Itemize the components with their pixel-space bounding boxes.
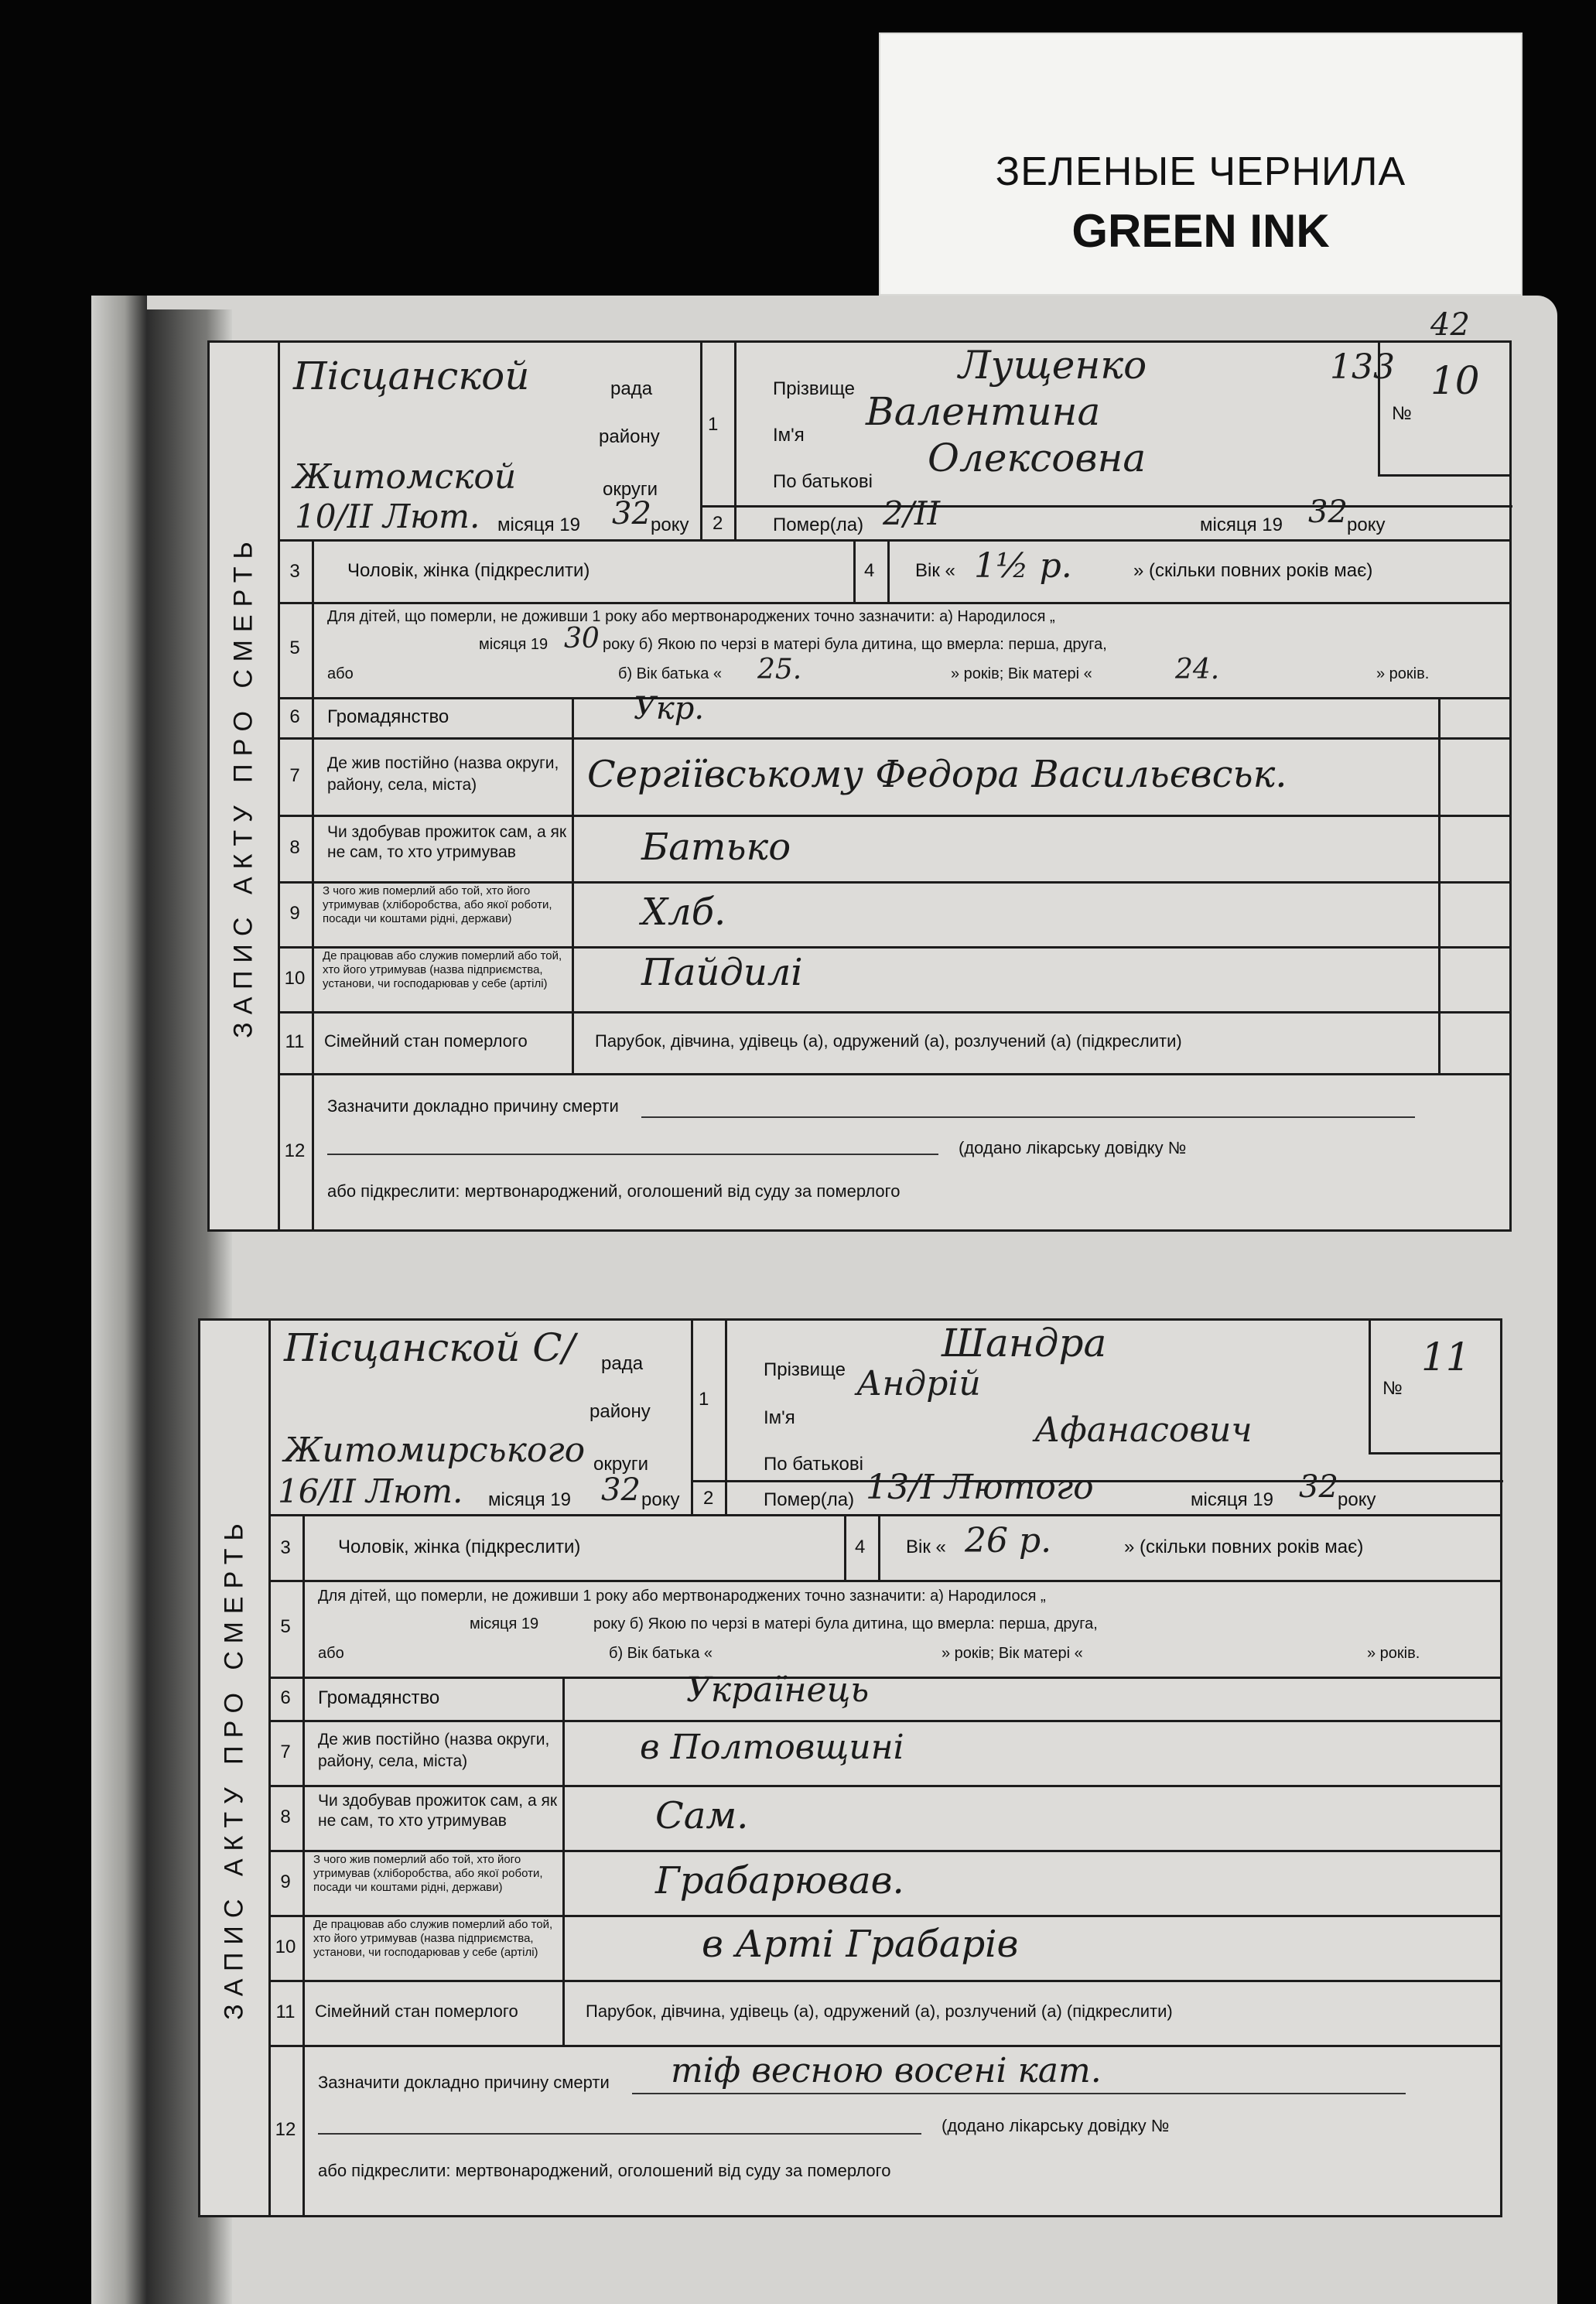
sex-label: Чоловік, жінка (підкреслити) <box>338 1537 581 1557</box>
children-text-3: року б) Якою по черзі в матері була дитина, що вмерла: перша, друга, <box>603 636 1107 653</box>
record-date: 16/II Лют. <box>278 1472 463 1510</box>
died-year: 32 <box>1308 494 1348 530</box>
rada-label: рада <box>601 1353 644 1374</box>
residence-value: в Полтовщині <box>640 1728 904 1767</box>
row-citizenship: 6 Громадянство Українець <box>268 1677 1500 1722</box>
row-children: 5 Для дітей, що померли, не доживши 1 року або мертвонароджених точно зазначити: а) Народилося „ місяця 19 року б) Якою по черзі в матері була дитина, що вмерла: перша, друга, або б) Вік батька « » років; Вік матері « » років. <box>268 1578 1500 1679</box>
cause-label: Зазначити докладно причину смерти <box>318 2073 610 2092</box>
died-year: 32 <box>1299 1469 1338 1505</box>
row-marital: 11 Сімейний стан померлого Парубок, дівчина, удівець (а), одружений (а), розлучений (а) (підкреслити) <box>268 1980 1500 2047</box>
died-year-label: року <box>1347 514 1386 535</box>
died-label: Помер(ла) <box>764 1489 855 1510</box>
source-label: З чого жив померлий або той, хто його утримував (хліборобства, або якої роботи, посади чи коштами рідні, держави) <box>323 884 552 925</box>
ink-note-en: GREEN INK <box>1071 205 1330 257</box>
okruha-value: Житомской <box>293 457 517 497</box>
child-year: 30 <box>564 623 600 655</box>
rayonu-label: району <box>599 426 660 447</box>
children-text-4a: або <box>327 665 354 682</box>
surname-value: Лущенко <box>959 343 1147 388</box>
citizenship-value: Укр. <box>634 691 705 726</box>
record-year: 32 <box>612 496 651 532</box>
livelihood-value: Сам. <box>655 1794 749 1837</box>
marital-options: Парубок, дівчина, удівець (а), одружений (а), розлучений (а) (підкреслити) <box>595 1031 1182 1051</box>
citizenship-value: Українець <box>686 1670 870 1710</box>
work-value: Пайдилі <box>641 951 803 994</box>
name-label: Ім'я <box>773 425 805 446</box>
row-residence: 7 Де жив постійно (назва округи, району, села, міста) в Полтовщині <box>268 1720 1500 1787</box>
row-num: 2 <box>713 513 723 534</box>
age-note: » (скільки повних років має) <box>1133 560 1373 581</box>
okruhy-label: округи <box>593 1454 649 1475</box>
died-value: 13/I Лютого <box>866 1468 1094 1507</box>
age-value: 26 р. <box>965 1521 1052 1560</box>
row-livelihood: 8 Чи здобував прожиток сам, а як не сам, то хто утримував Сам. <box>268 1785 1500 1852</box>
children-text-4b: б) Вік батька « <box>609 1645 713 1662</box>
stillborn-label: або підкреслити: мертвонароджений, оголошений від суду за померлого <box>327 1181 901 1201</box>
died-month-label: місяця 19 <box>1191 1489 1273 1510</box>
rada-value: Пісцанской С/ <box>284 1325 576 1370</box>
children-text-3: року б) Якою по черзі в матері була дитина, що вмерла: перша, друга, <box>593 1615 1098 1632</box>
citizenship-label: Громадянство <box>318 1687 440 1708</box>
row-work: 10 Де працював або служив померлий або той, хто його утримував (назва підприємства, установи, чи господарював у себе (артілі) Пайдилі <box>278 946 1509 1014</box>
patronymic-value: Афанасович <box>1034 1410 1253 1450</box>
rada-value: Пісцанской <box>293 354 530 398</box>
source-value: Хлб. <box>641 890 726 934</box>
row-sex-age: 3 Чоловік, жінка (підкреслити) 4 Вік « 26 р. » (скільки повних років має) <box>268 1514 1500 1582</box>
number-label: № <box>1382 1378 1403 1399</box>
ink-note-card <box>879 32 1523 296</box>
children-text-4c: » років; Вік матері « <box>942 1645 1083 1662</box>
row-cause: 12 Зазначити докладно причину смерти тіф весною восені кат. (додано лікарську довідку № або підкреслити: мертвонароджений, оголошений від суду за померлого <box>268 2045 1500 2215</box>
patronymic-label: По батькові <box>764 1454 863 1475</box>
row-source: 9 З чого жив померлий або той, хто його утримував (хліборобства, або якої роботи, посади чи коштами рідні, держави) Грабарював. <box>268 1850 1500 1917</box>
surname-value: Шандра <box>942 1321 1107 1366</box>
surname-label: Прізвище <box>764 1359 846 1380</box>
mother-age: 24. <box>1175 654 1220 685</box>
residence-value: Сергіївському Федора Васильєвськ. <box>587 753 1287 796</box>
father-age: 25. <box>757 654 802 685</box>
cause-value: тіф весною восені кат. <box>671 2051 1102 2090</box>
residence-label: Де жив постійно (назва округи, району, села, міста) <box>327 754 559 794</box>
name-label: Ім'я <box>764 1407 795 1428</box>
number-label: № <box>1392 403 1412 424</box>
death-record-2 <box>198 1318 1502 2217</box>
children-text-1: Для дітей, що померли, не доживши 1 року або мертвонароджених точно зазначити: а) Народилося „ <box>327 608 1055 625</box>
row-children: 5 Для дітей, що померли, не доживши 1 року або мертвонароджених точно зазначити: а) Народилося „ місяця 19 30 року б) Якою по черзі в матері була дитина, що вмерла: перша, друга, або б) Вік батька « 25. » років; Вік матері « 24. » років. <box>278 600 1509 699</box>
row-num: 1 <box>699 1389 709 1410</box>
surname-label: Прізвище <box>773 378 855 399</box>
cause-label: Зазначити докладно причину смерти <box>327 1096 619 1116</box>
children-text-4b: б) Вік батька « <box>618 665 723 682</box>
rayonu-label: району <box>590 1401 651 1422</box>
marital-label: Сімейний стан померлого <box>324 1031 528 1051</box>
children-text-4c: » років; Вік матері « <box>951 665 1092 682</box>
marital-options: Парубок, дівчина, удівець (а), одружений (а), розлучений (а) (підкреслити) <box>586 2001 1173 2021</box>
livelihood-label: Чи здобував прожиток сам, а як не сам, то хто утримував <box>318 1792 558 1830</box>
stillborn-label: або підкреслити: мертвонароджений, оголошений від суду за померлого <box>318 2161 891 2180</box>
citizenship-label: Громадянство <box>327 706 449 727</box>
corner-number: 42 <box>1430 307 1470 343</box>
children-text-1: Для дітей, що померли, не доживши 1 року або мертвонароджених точно зазначити: а) Народилося „ <box>318 1588 1046 1605</box>
death-record-1 <box>207 307 1512 1232</box>
row-num: 2 <box>703 1488 714 1509</box>
sex-label: Чоловік, жінка (підкреслити) <box>347 560 590 581</box>
name-value: Валентина <box>866 389 1101 434</box>
ink-note-ru: ЗЕЛЕНЫЕ ЧЕРНИЛА <box>995 149 1406 194</box>
row-cause: 12 Зазначити докладно причину смерти (додано лікарську довідку № або підкреслити: мертвонароджений, оголошений від суду за померлого <box>278 1073 1509 1229</box>
work-label: Де працював або служив померлий або той, хто його утримував (назва підприємства, установи, чи господарював у себе (артілі) <box>313 1918 553 1959</box>
row-residence: 7 Де жив постійно (назва округи, району, села, міста) Сергіївському Федора Васильєвськ. <box>278 737 1509 817</box>
marital-label: Сімейний стан померлого <box>315 2001 518 2021</box>
livelihood-value: Батько <box>641 826 791 869</box>
okruhy-label: округи <box>603 479 658 500</box>
age-note: » (скільки повних років має) <box>1124 1537 1364 1557</box>
children-text-4a: або <box>318 1645 344 1662</box>
record-number: 11 <box>1421 1335 1471 1379</box>
residence-label: Де жив постійно (назва округи, району, села, міста) <box>318 1731 550 1770</box>
rada-label: рада <box>610 378 653 399</box>
binding-edge <box>91 296 147 2304</box>
month-label: місяця 19 <box>497 514 580 535</box>
children-text-4d: » років. <box>1367 1645 1420 1662</box>
record-year: 32 <box>601 1472 641 1508</box>
okruha-value: Житомирського <box>284 1431 586 1470</box>
work-label: Де працював або служив померлий або той, хто його утримував (назва підприємства, установи, чи господарював у себе (артілі) <box>323 949 562 990</box>
age-label: Вік « <box>915 560 955 581</box>
row-work: 10 Де працював або служив померлий або той, хто його утримував (назва підприємства, установи, чи господарював у себе (артілі) в Арті Грабарів <box>268 1915 1500 1982</box>
vertical-title: ЗАПИС АКТУ ПРО СМЕРТЬ <box>210 343 280 1229</box>
row-citizenship: 6 Громадянство Укр. <box>278 697 1509 740</box>
died-month-label: місяця 19 <box>1200 514 1283 535</box>
died-year-label: року <box>1338 1489 1376 1510</box>
name-value: Андрій <box>856 1364 981 1403</box>
record-number: 10 <box>1430 358 1480 403</box>
died-label: Помер(ла) <box>773 514 864 535</box>
age-value: 1½ р. <box>974 546 1072 586</box>
vertical-title: ЗАПИС АКТУ ПРО СМЕРТЬ <box>200 1321 271 2215</box>
source-label: З чого жив померлий або той, хто його утримував (хліборобства, або якої роботи, посади чи коштами рідні, держави) <box>313 1853 543 1894</box>
row-sex-age: 3 Чоловік, жінка (підкреслити) 4 Вік « 1½ р. » (скільки повних років має) <box>278 539 1509 604</box>
month-label: місяця 19 <box>488 1489 571 1510</box>
children-text-2: місяця 19 <box>470 1615 539 1632</box>
row-num: 1 <box>708 414 719 435</box>
children-text-2: місяця 19 <box>479 636 549 653</box>
age-label: Вік « <box>906 1537 946 1557</box>
cert-label: (додано лікарську довідку № <box>942 2116 1170 2135</box>
livelihood-label: Чи здобував прожиток сам, а як не сам, то хто утримував <box>327 823 567 861</box>
work-value: в Арті Грабарів <box>702 1923 1019 1966</box>
source-value: Грабарював. <box>655 1859 904 1902</box>
row-livelihood: 8 Чи здобував прожиток сам, а як не сам, то хто утримував Батько <box>278 815 1509 884</box>
year-label: року <box>651 514 689 535</box>
children-text-4d: » років. <box>1376 665 1430 682</box>
died-value: 2/II <box>883 494 941 532</box>
row-marital: 11 Сімейний стан померлого Парубок, дівчина, удівець (а), одружений (а), розлучений (а) (підкреслити) <box>278 1011 1509 1075</box>
patronymic-label: По батькові <box>773 471 873 492</box>
patronymic-value: Олексовна <box>928 436 1147 480</box>
reg-number: 133 <box>1330 347 1395 387</box>
record-date: 10/II Лют. <box>295 497 480 535</box>
row-source: 9 З чого жив померлий або той, хто його утримував (хліборобства, або якої роботи, посади чи коштами рідні, держави) Хлб. <box>278 881 1509 949</box>
cert-label: (додано лікарську довідку № <box>959 1138 1187 1157</box>
year-label: року <box>641 1489 680 1510</box>
